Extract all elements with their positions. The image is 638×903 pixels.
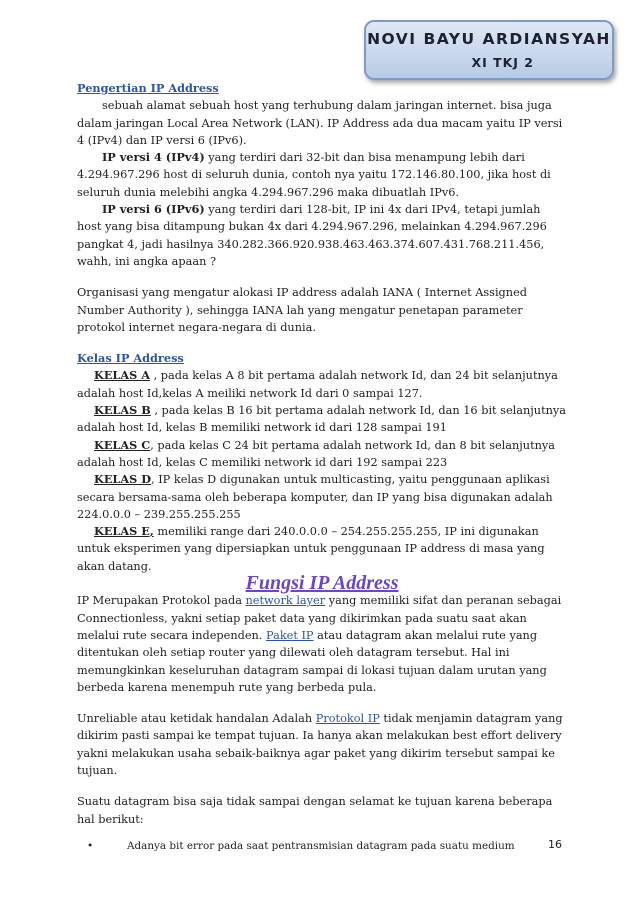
kelas-c-label: KELAS C [94,437,151,452]
paragraph-iana: Organisasi yang mengatur alokasi IP address adalah IANA ( Internet Assigned Number Authority ), sehingga IANA lah yang mengatur penetapan parameter protokol internet negara-negara di dunia. [77,286,527,334]
paragraph-fungsi-3: Suatu datagram bisa saja tidak sampai dengan selamat ke tujuan karena beberapa hal berikut: [77,795,553,826]
author-name: NOVI BAYU ARDIANSYAH [367,30,611,48]
bullet-icon: • [87,839,94,852]
paragraph-kelas-e [77,523,567,575]
heading-pengertian: Pengertian IP Address [77,81,219,95]
paragraph-kelas-b [77,402,567,437]
fungsi-1-text-a: IP Merupakan Protokol pada [77,594,246,608]
kelas-c-text: , pada kelas C 24 bit pertama adalah network Id, dan 8 bit selanjutnya adalah host Id, kelas C memiliki network id dari 192 sampai 223 [77,438,556,469]
kelas-b-text: , pada kelas B 16 bit pertama adalah network Id, dan 16 bit selanjutnya adalah host Id, kelas B memiliki network id dari 128 sampai 191 [77,404,567,435]
paragraph-ipv6 [77,201,567,270]
kelas-d-text: , IP kelas D digunakan untuk multicasting, yaitu penggunaan aplikasi secara bersama-sama oleh beberapa komputer, dan IP yang bisa digunakan adalah 224.0.0.0 – 239.255.255.255 [77,473,553,521]
ipv6-label: IP versi 6 (IPv6) [102,202,205,217]
bullet-text: Adanya bit error pada saat pentransmisian datagram pada suatu medium [127,839,515,852]
network-layer-link[interactable]: network layer [245,594,326,608]
page-number: 16 [548,838,562,851]
protokol-ip-link[interactable]: Protokol IP [315,712,380,726]
ipv6-text: yang terdiri dari 128-bit, IP ini 4x dari IPv4, tetapi jumlah host yang bisa ditampung bukan 4x dari 4.294.967.296, melainkan 4.294.967.296 pangkat 4, jadi hasilnya 340.282.366.920.938.463.463.374.607.431.768.211.456, wahh, ini angka apaan ? [77,203,547,268]
kelas-a-label: KELAS A [94,368,150,383]
heading-kelas: Kelas IP Address [77,351,184,366]
author-badge [364,20,614,80]
paragraph-kelas-c [77,437,567,472]
kelas-b-label: KELAS B [94,403,151,418]
paragraph-intro: sebuah alamat sebuah host yang terhubung dalam jaringan internet. bisa juga dalam jaringan Local Area Network (LAN). IP Address ada dua macam yaitu IP versi 4 (IPv4) dan IP versi 6 (IPv6). [77,99,563,147]
paragraph-kelas-d [77,471,567,523]
kelas-e-label: KELAS E, [94,524,154,539]
fungsi-2-text-b: tidak menjamin datagram yang dikirim pasti sampai ke tempat tujuan. Ia hanya akan melakukan best effort delivery yakni melakukan usaha sebaik-baiknya agar paket yang dikirim tersebut sampai ke tujuan. [77,712,563,777]
ipv4-text: yang terdiri dari 32-bit dan bisa menampung lebih dari 4.294.967.296 host di seluruh dunia, contoh nya yaitu 172.146.80.100, jika host di seluruh dunia melebihi angka 4.294.967.296 maka dibuatlah IPv6. [77,151,551,199]
ipv4-label: IP versi 4 (IPv4) [102,150,205,165]
paket-ip-link[interactable]: Paket IP [265,628,314,642]
fungsi-title: Fungsi IP Address [245,572,399,595]
fungsi-1-text-c: atau datagram akan melalui rute yang ditentukan oleh setiap router yang dilewati oleh datagram tersebut. Hal ini memungkinkan keseluruhan datagram sampai di lokasi tujuan dalam urutan yang berbeda karena menempuh rute yang berbeda pula. [77,628,547,694]
kelas-e-text: memiliki range dari 240.0.0.0 – 254.255.255.255, IP ini digunakan untuk eksperimen yang dipersiapkan untuk penggunaan IP address di masa yang akan datang. [77,525,545,573]
list-item [77,838,567,855]
document-body [77,80,567,855]
kelas-a-text: , pada kelas A 8 bit pertama adalah network Id, dan 24 bit selanjutnya adalah host Id,kelas A meiliki network Id dari 0 sampai 127. [77,369,558,400]
fungsi-1-text-b: yang memiliki sifat dan peranan sebagai Connectionless, yakni setiap paket data yang dikirimkan pada suatu saat akan melalui rute secara independen. [77,594,562,642]
paragraph-kelas-a [77,367,567,402]
author-class: XI TKJ 2 [471,55,534,70]
paragraph-fungsi-1 [77,592,567,696]
fungsi-2-text-a: Unreliable atau ketidak handalan Adalah [77,712,316,726]
paragraph-ipv4 [77,149,567,201]
kelas-d-label: KELAS D [94,472,152,487]
paragraph-fungsi-2 [77,710,567,779]
